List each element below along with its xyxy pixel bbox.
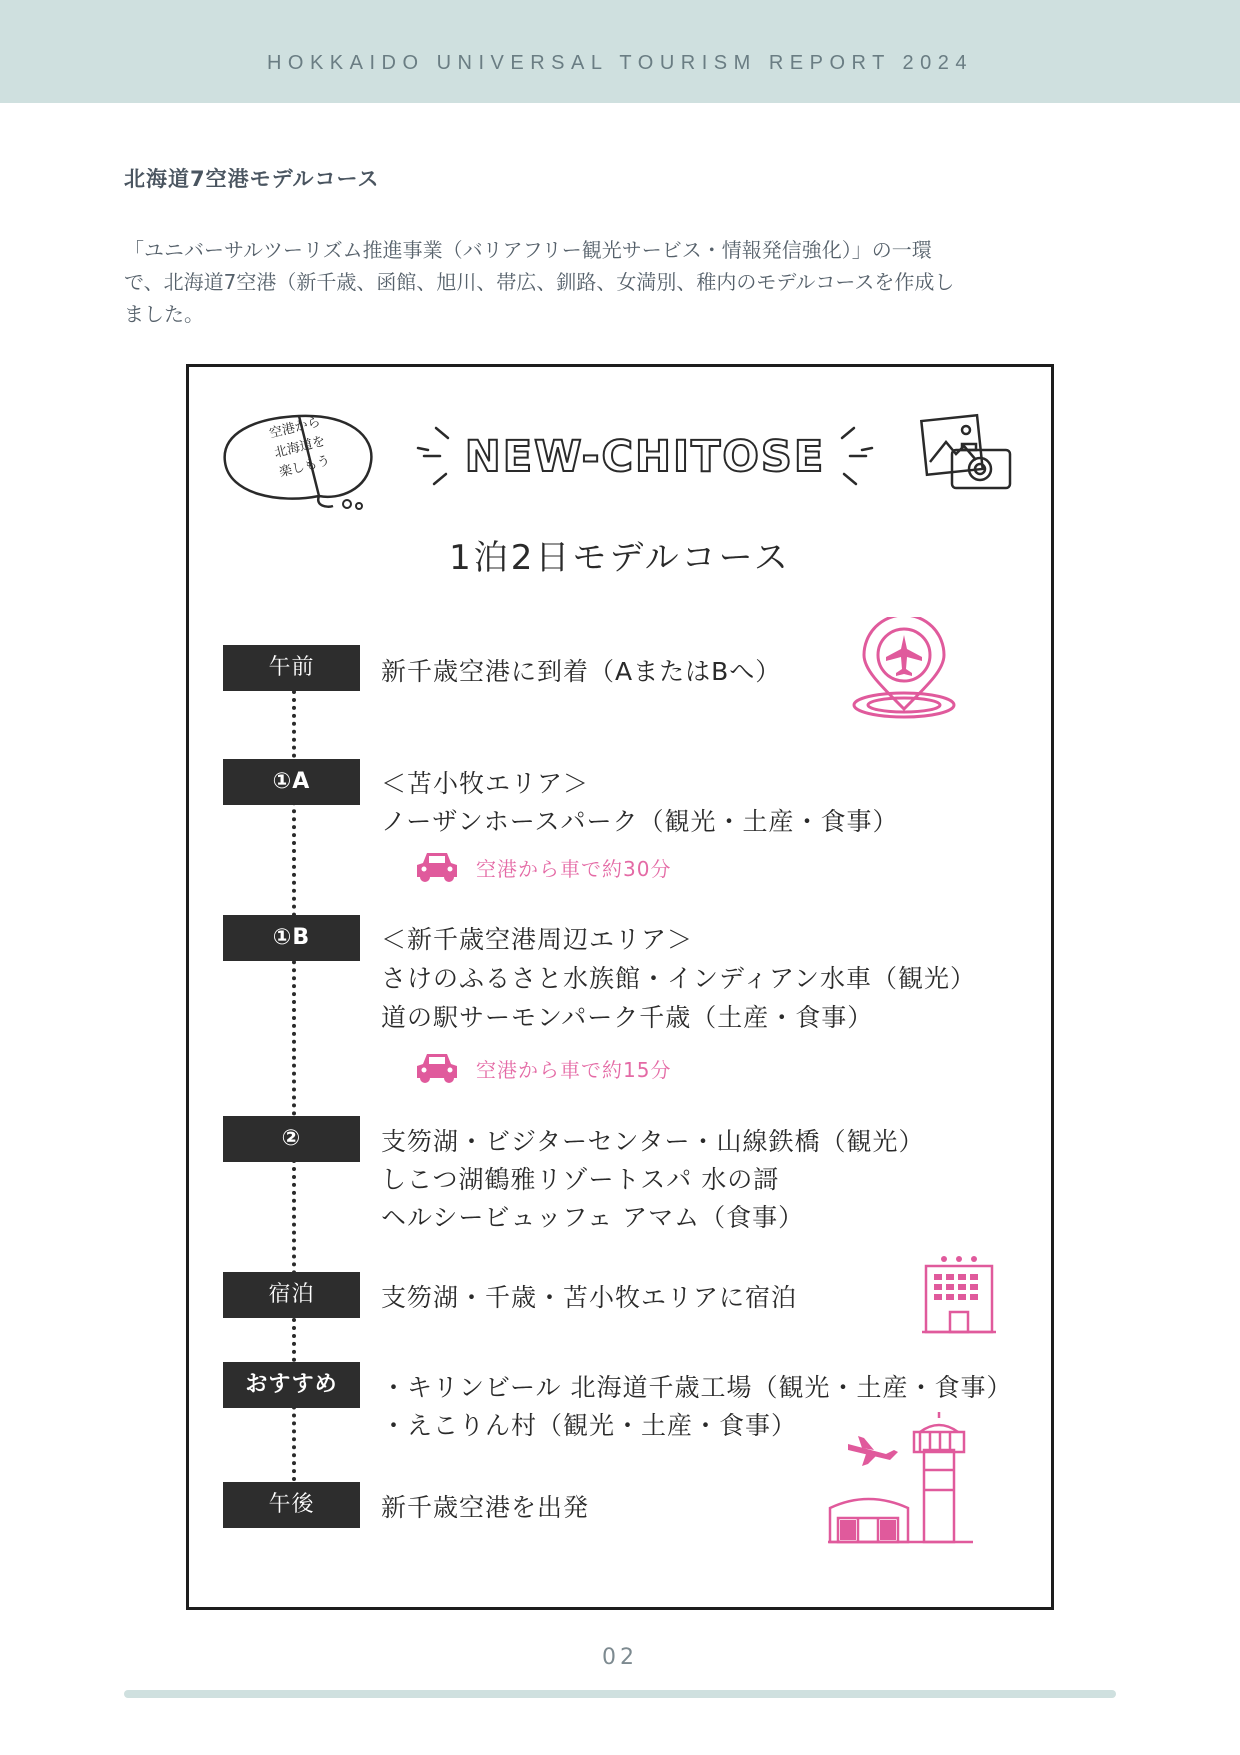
step-line: ヘルシービュッフェ アマム（食事） [381, 1203, 805, 1232]
bubble-line: 北海道を [272, 433, 327, 462]
intro-line: ました。 [124, 302, 204, 326]
step-line: しこつ湖鶴雅リゾートスパ 水の謌 [381, 1165, 780, 1194]
step-line: 支笏湖・千歳・苫小牧エリアに宿泊 [381, 1283, 798, 1312]
step-label-afternoon: 午後 [223, 1482, 360, 1528]
step-label-morning: 午前 [223, 645, 360, 691]
drive-time: 空港から車で約30分 [476, 857, 672, 881]
step-label-recommend: おすすめ [223, 1362, 360, 1408]
car-icon [415, 849, 459, 883]
intro-line: で、北海道7空港（新千歳、函館、旭川、帯広、釧路、女満別、稚内のモデルコースを作成し [124, 270, 955, 294]
step-line: 新千歳空港を出発 [381, 1493, 590, 1522]
camera-photo-icon [918, 412, 1018, 497]
bubble-line: 楽しもう [277, 453, 332, 481]
step-label-1a: ①A [223, 759, 360, 805]
step-line: ・えこりん村（観光・土産・食事） [381, 1411, 798, 1440]
section-title: 北海道7空港モデルコース [124, 167, 380, 191]
intro-paragraph [124, 234, 1104, 330]
car-icon [415, 1050, 459, 1084]
course-subtitle: 1泊2日モデルコース [449, 538, 791, 578]
drive-time: 空港から車で約15分 [476, 1058, 672, 1082]
step-line: ・キリンビール 北海道千歳工場（観光・土産・食事） [381, 1373, 1013, 1402]
page-number: 02 [602, 1645, 638, 1670]
step-line: 新千歳空港に到着（AまたはBへ） [381, 657, 782, 686]
step-line: ＜苫小牧エリア＞ [381, 769, 590, 798]
location-pin-plane-icon [848, 617, 960, 722]
hotel-icon [922, 1252, 996, 1336]
report-title: HOKKAIDO UNIVERSAL TOURISM REPORT 2024 [266, 52, 974, 74]
step-label-1b: ①B [223, 915, 360, 961]
step-line: 道の駅サーモンパーク千歳（土産・食事） [381, 1003, 874, 1032]
brand-title: NEW-CHITOSE [464, 432, 826, 482]
step-label-2: ② [223, 1116, 360, 1162]
bubble-line: 空港から [267, 414, 323, 442]
step-line: さけのふるさと水族館・インディアン水車（観光） [381, 964, 977, 993]
step-line: ノーザンホースパーク（観光・土産・食事） [381, 807, 899, 836]
airport-tower-icon [828, 1410, 973, 1546]
step-line: ＜新千歳空港周辺エリア＞ [381, 925, 694, 954]
footer-bar [124, 1690, 1116, 1698]
step-line: 支笏湖・ビジターセンター・山線鉄橋（観光） [381, 1127, 925, 1156]
intro-line: 「ユニバーサルツーリズム推進事業（バリアフリー観光サービス・情報発信強化）」の一環 [124, 238, 932, 262]
step-label-stay: 宿泊 [223, 1272, 360, 1318]
